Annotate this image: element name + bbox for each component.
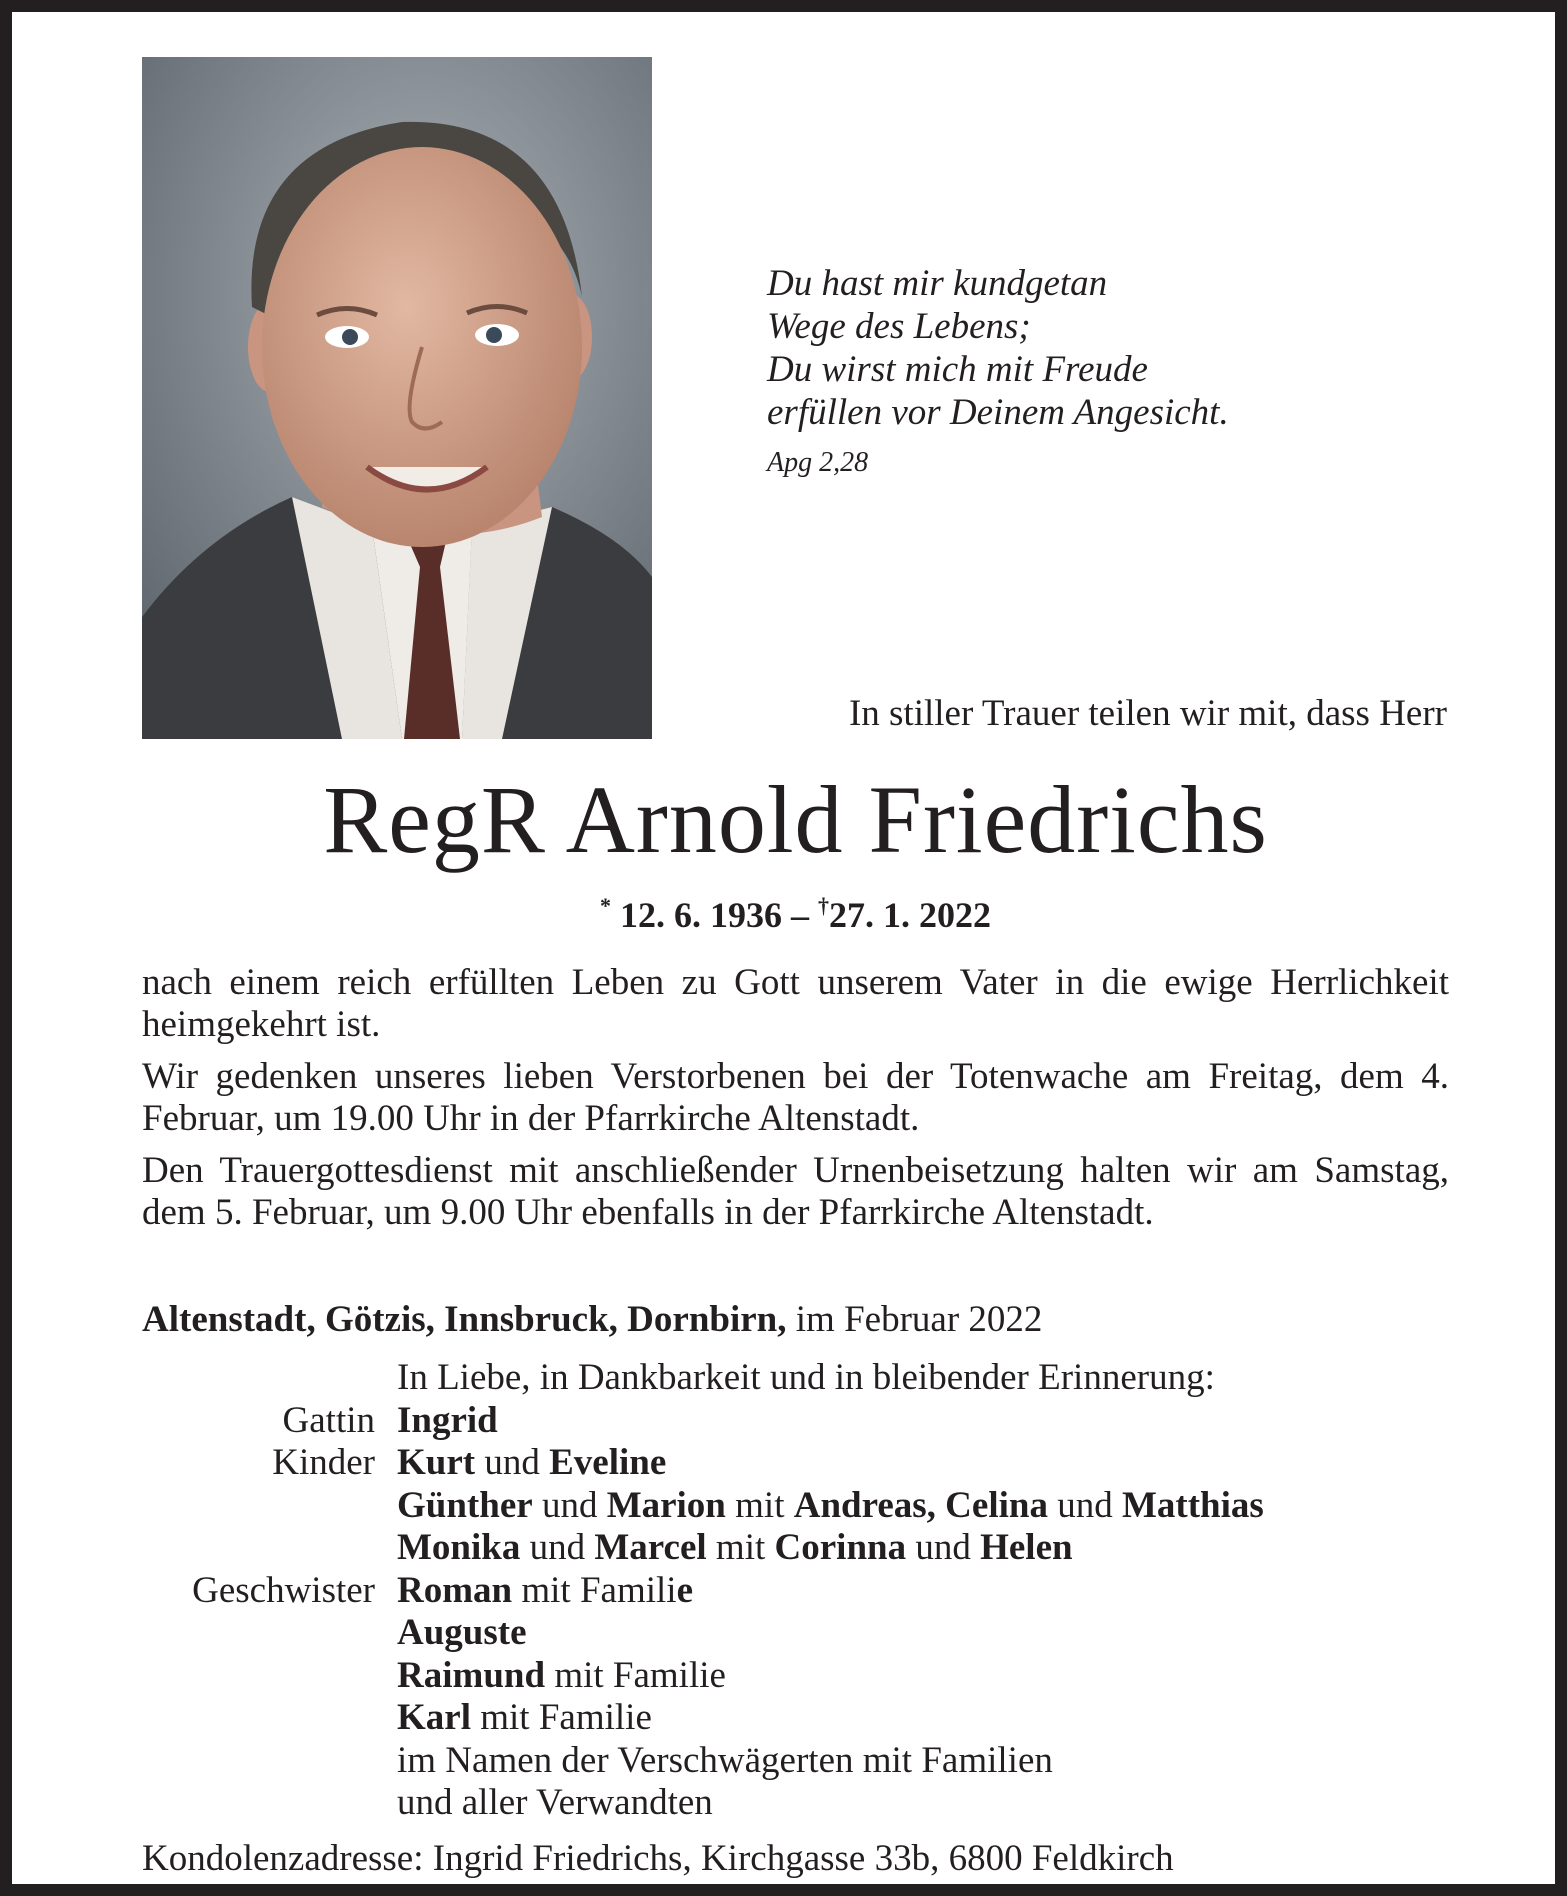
condolence-address: Kondolenzadresse: Ingrid Friedrichs, Kirchgasse 33b, 6800 Feldkirch xyxy=(142,1838,1174,1879)
in-law-line: im Namen der Verschwägerten mit Familien xyxy=(397,1739,1053,1781)
places-and-date xyxy=(142,1298,1449,1342)
sibling-name: Raimund xyxy=(397,1654,546,1696)
mourners-list xyxy=(142,1357,1449,1825)
siblings-row xyxy=(142,1612,1449,1655)
deceased-name: RegR Arnold Friedrichs xyxy=(323,766,1268,873)
connector: und xyxy=(915,1527,971,1568)
sibling-suffix: mit Familie xyxy=(554,1654,726,1696)
siblings-row xyxy=(142,1570,1449,1613)
children-row xyxy=(142,1485,1449,1528)
siblings-label: Geschwister xyxy=(192,1569,375,1611)
sibling-suffix: mit Familie xyxy=(480,1697,652,1738)
locations: Altenstadt, Götzis, Innsbruck, Dornbirn, xyxy=(142,1299,787,1340)
verse-reference: Apg 2,28 xyxy=(767,447,869,478)
verse-line: erfüllen vor Deinem Angesicht. xyxy=(767,392,1229,433)
birth-date: 12. 6. 1936 xyxy=(620,895,782,935)
children-label: Kinder xyxy=(272,1442,375,1483)
in-law-row xyxy=(142,1740,1449,1783)
sibling-name: Roman xyxy=(397,1569,513,1611)
paragraph-funeral: Den Trauergottesdienst mit anschließender Urnenbeisetzung halten wir am Samstag, dem 5. Februar, um 9.00 Uhr ebenfalls in der Pfarrkirche Altenstadt. xyxy=(142,1150,1449,1233)
verse-line: Du wirst mich mit Freude xyxy=(767,349,1148,390)
verse-line: Du hast mir kundgetan xyxy=(767,263,1108,304)
death-date: 27. 1. 2022 xyxy=(829,895,991,935)
partner-name: Eveline xyxy=(549,1442,667,1483)
partner-name: Marcel xyxy=(594,1527,707,1568)
connector: mit xyxy=(735,1484,785,1526)
grandchild-name: Helen xyxy=(980,1527,1073,1568)
partner-name: Marion xyxy=(606,1484,726,1526)
dedication-row xyxy=(142,1357,1449,1400)
portrait-photo xyxy=(142,57,652,739)
grandchildren-names: Andreas, Celina xyxy=(793,1484,1048,1526)
connector: und xyxy=(529,1527,586,1568)
children-row xyxy=(142,1442,1449,1485)
birth-symbol: * xyxy=(600,893,611,918)
portrait-illustration xyxy=(142,57,652,739)
relatives-row xyxy=(142,1782,1449,1825)
child-name: Monika xyxy=(397,1527,521,1568)
connector: und xyxy=(484,1442,540,1483)
child-name: Kurt xyxy=(397,1442,476,1483)
connector: und xyxy=(1057,1484,1113,1526)
sibling-suffix: mit Famili xyxy=(521,1569,677,1611)
dedication: In Liebe, in Dankbarkeit und in bleibender Erinnerung: xyxy=(397,1357,1215,1398)
siblings-row xyxy=(142,1697,1449,1740)
sibling-name: Karl xyxy=(397,1697,471,1738)
spouse-row xyxy=(142,1400,1449,1443)
sibling-suffix-end: e xyxy=(676,1569,694,1611)
announcement-date: im Februar 2022 xyxy=(795,1299,1043,1340)
child-name: Günther xyxy=(397,1484,533,1526)
relatives-line: und aller Verwandten xyxy=(397,1782,713,1823)
connector: mit xyxy=(715,1527,766,1568)
connector: und xyxy=(541,1484,598,1526)
spouse-label: Gattin xyxy=(282,1399,375,1441)
intro-text: In stiller Trauer teilen wir mit, dass Herr xyxy=(848,693,1447,734)
children-row xyxy=(142,1527,1449,1570)
grandchild-name: Corinna xyxy=(774,1527,907,1568)
siblings-row xyxy=(142,1655,1449,1698)
announcement-body xyxy=(142,962,1449,1244)
grandchild-name: Matthias xyxy=(1121,1484,1264,1526)
date-separator: – xyxy=(791,895,809,935)
verse-line: Wege des Lebens; xyxy=(767,306,1031,347)
paragraph-wake: Wir gedenken unseres lieben Verstorbenen bei der Totenwache am Freitag, dem 4. Februar, um 19.00 Uhr in der Pfarrkirche Altenstadt. xyxy=(142,1056,1449,1139)
sibling-name: Auguste xyxy=(397,1612,527,1653)
paragraph-homecoming: nach einem reich erfüllten Leben zu Gott unserem Vater in die ewige Herrlichkeit heimgekehrt ist. xyxy=(142,962,1449,1045)
bible-verse xyxy=(767,262,1467,480)
spouse-name: Ingrid xyxy=(397,1399,498,1441)
death-symbol: † xyxy=(818,893,829,918)
life-dates xyxy=(142,884,1449,937)
